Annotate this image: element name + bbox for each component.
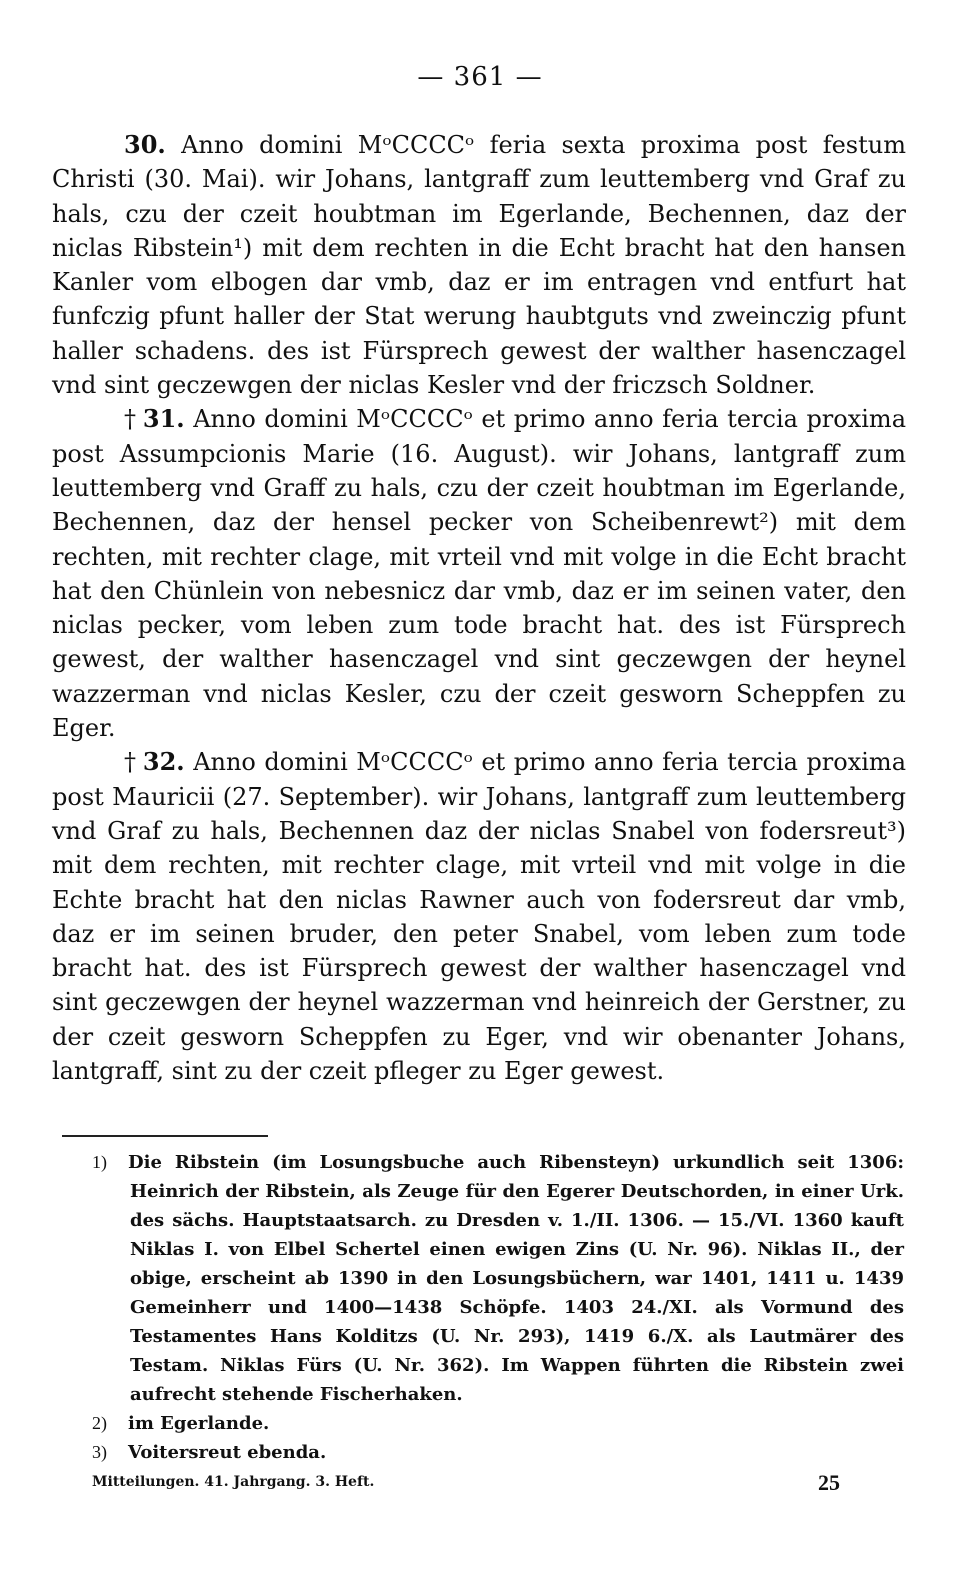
entry-dagger: †: [124, 748, 137, 777]
entry-number: 32.: [142, 747, 185, 777]
footnote-1: [92, 1148, 904, 1409]
entry-32: [52, 745, 906, 1088]
footnotes: [92, 1148, 904, 1467]
main-text: [52, 128, 906, 1088]
footnote-mark: 2): [92, 1413, 107, 1433]
entry-text: Anno domini MᵒCCCCᵒ et primo anno feria tercia proxima post Mauricii (27. September). wir Johans, lantgraff zum leuttemberg vnd Graf zu hals, Bechennen daz der niclas Snabel von fodersreut³) mit dem rechten, mit rechter clage, mit vrteil vnd mit volge in die Echte bracht hat den niclas Rawner auch von fodersreut dar vmb, daz er im seinen bruder, den peter Snabel, vom leben zum tode bracht hat. des ist Fürsprech gewest der walther hasenczagel vnd sint geczewgen der heynel wazzerman vnd heinreich der Gerstner, zu der czeit gesworn Scheppfen zu Eger, vnd wir obenanter Johans, lantgraff, sint zu der czeit pfleger zu Eger gewest.: [52, 748, 907, 1086]
signature-line: Mitteilungen. 41. Jahrgang. 3. Heft.: [92, 1474, 375, 1490]
footnote-text: Voitersreut ebenda.: [128, 1442, 327, 1463]
page-number: — 361 —: [417, 62, 543, 92]
entry-dagger: †: [124, 405, 137, 434]
footnote-mark: 1): [92, 1152, 107, 1172]
entry-31: [52, 402, 906, 745]
footnote-divider: [62, 1135, 268, 1137]
footnote-3: [92, 1438, 904, 1467]
entry-text: Anno domini MᵒCCCCᵒ feria sexta proxima post festum Christi (30. Mai). wir Johans, lantgraff zum leuttemberg vnd Graf zu hals, czu der czeit houbtman im Egerlande, Bechennen, daz der niclas Ribstein¹) mit dem rechten in die Echt bracht hat den hansen Kanler vom elbogen dar vmb, daz er im entragen vnd entfurt hat funfczig pfunt haller der Stat werung haubtguts vnd zweinczig pfunt haller schadens. des ist Fürsprech gewest der walther hasenczagel vnd sint geczewgen der niclas Kesler vnd der friczsch Soldner.: [52, 131, 906, 400]
sheet-number: 25: [818, 1470, 840, 1495]
footnote-text: im Egerlande.: [128, 1413, 270, 1434]
footnote-mark: 3): [92, 1442, 107, 1462]
footnote-text: Die Ribstein (im Losungsbuche auch Ribensteyn) urkundlich seit 1306: Heinrich der Ribstein, als Zeuge für den Egerer Deutschorden, in einer Urk. des sächs. Hauptstaatsarch. zu Dresden v. 1./II. 1306. — 15./VI. 1360 kauft Niklas I. von Elbel Schertel einen ewigen Zins (U. Nr. 96). Niklas II., der obige, erscheint ab 1390 in den Losungsbüchern, war 1401, 1411 u. 1439 Gemeinherr und 1400—1438 Schöpfe. 1403 24./XI. als Vormund des Testamentes Hans Kolditzs (U. Nr. 293), 1419 6./X. als Lautmärer des Testam. Niklas Fürs (U. Nr. 362). Im Wappen führten die Ribstein zwei aufrecht stehende Fischerhaken.: [128, 1152, 904, 1405]
entry-text: Anno domini MᵒCCCCᵒ et primo anno feria tercia proxima post Assumpcionis Marie (16. August). wir Johans, lantgraff zum leuttemberg vnd Graff zu hals, czu der czeit houbtman im Egerlande, Bechennen, daz der hensel pecker von Scheibenrewt²) mit dem rechten, mit rechter clage, mit vrteil vnd mit volge in die Echt bracht hat den Chünlein von nebesnicz dar vmb, daz er im seinen vater, den niclas pecker, vom leben zum tode bracht hat. des ist Fürsprech gewest, der walther hasenczagel vnd sint geczewgen der heynel wazzerman vnd niclas Kesler, czu der czeit gesworn Scheppfen zu Eger.: [52, 405, 907, 743]
entry-30: [52, 128, 906, 402]
entry-number: 31.: [142, 404, 185, 434]
entry-number: 30.: [124, 130, 166, 159]
footnote-2: [92, 1409, 904, 1438]
